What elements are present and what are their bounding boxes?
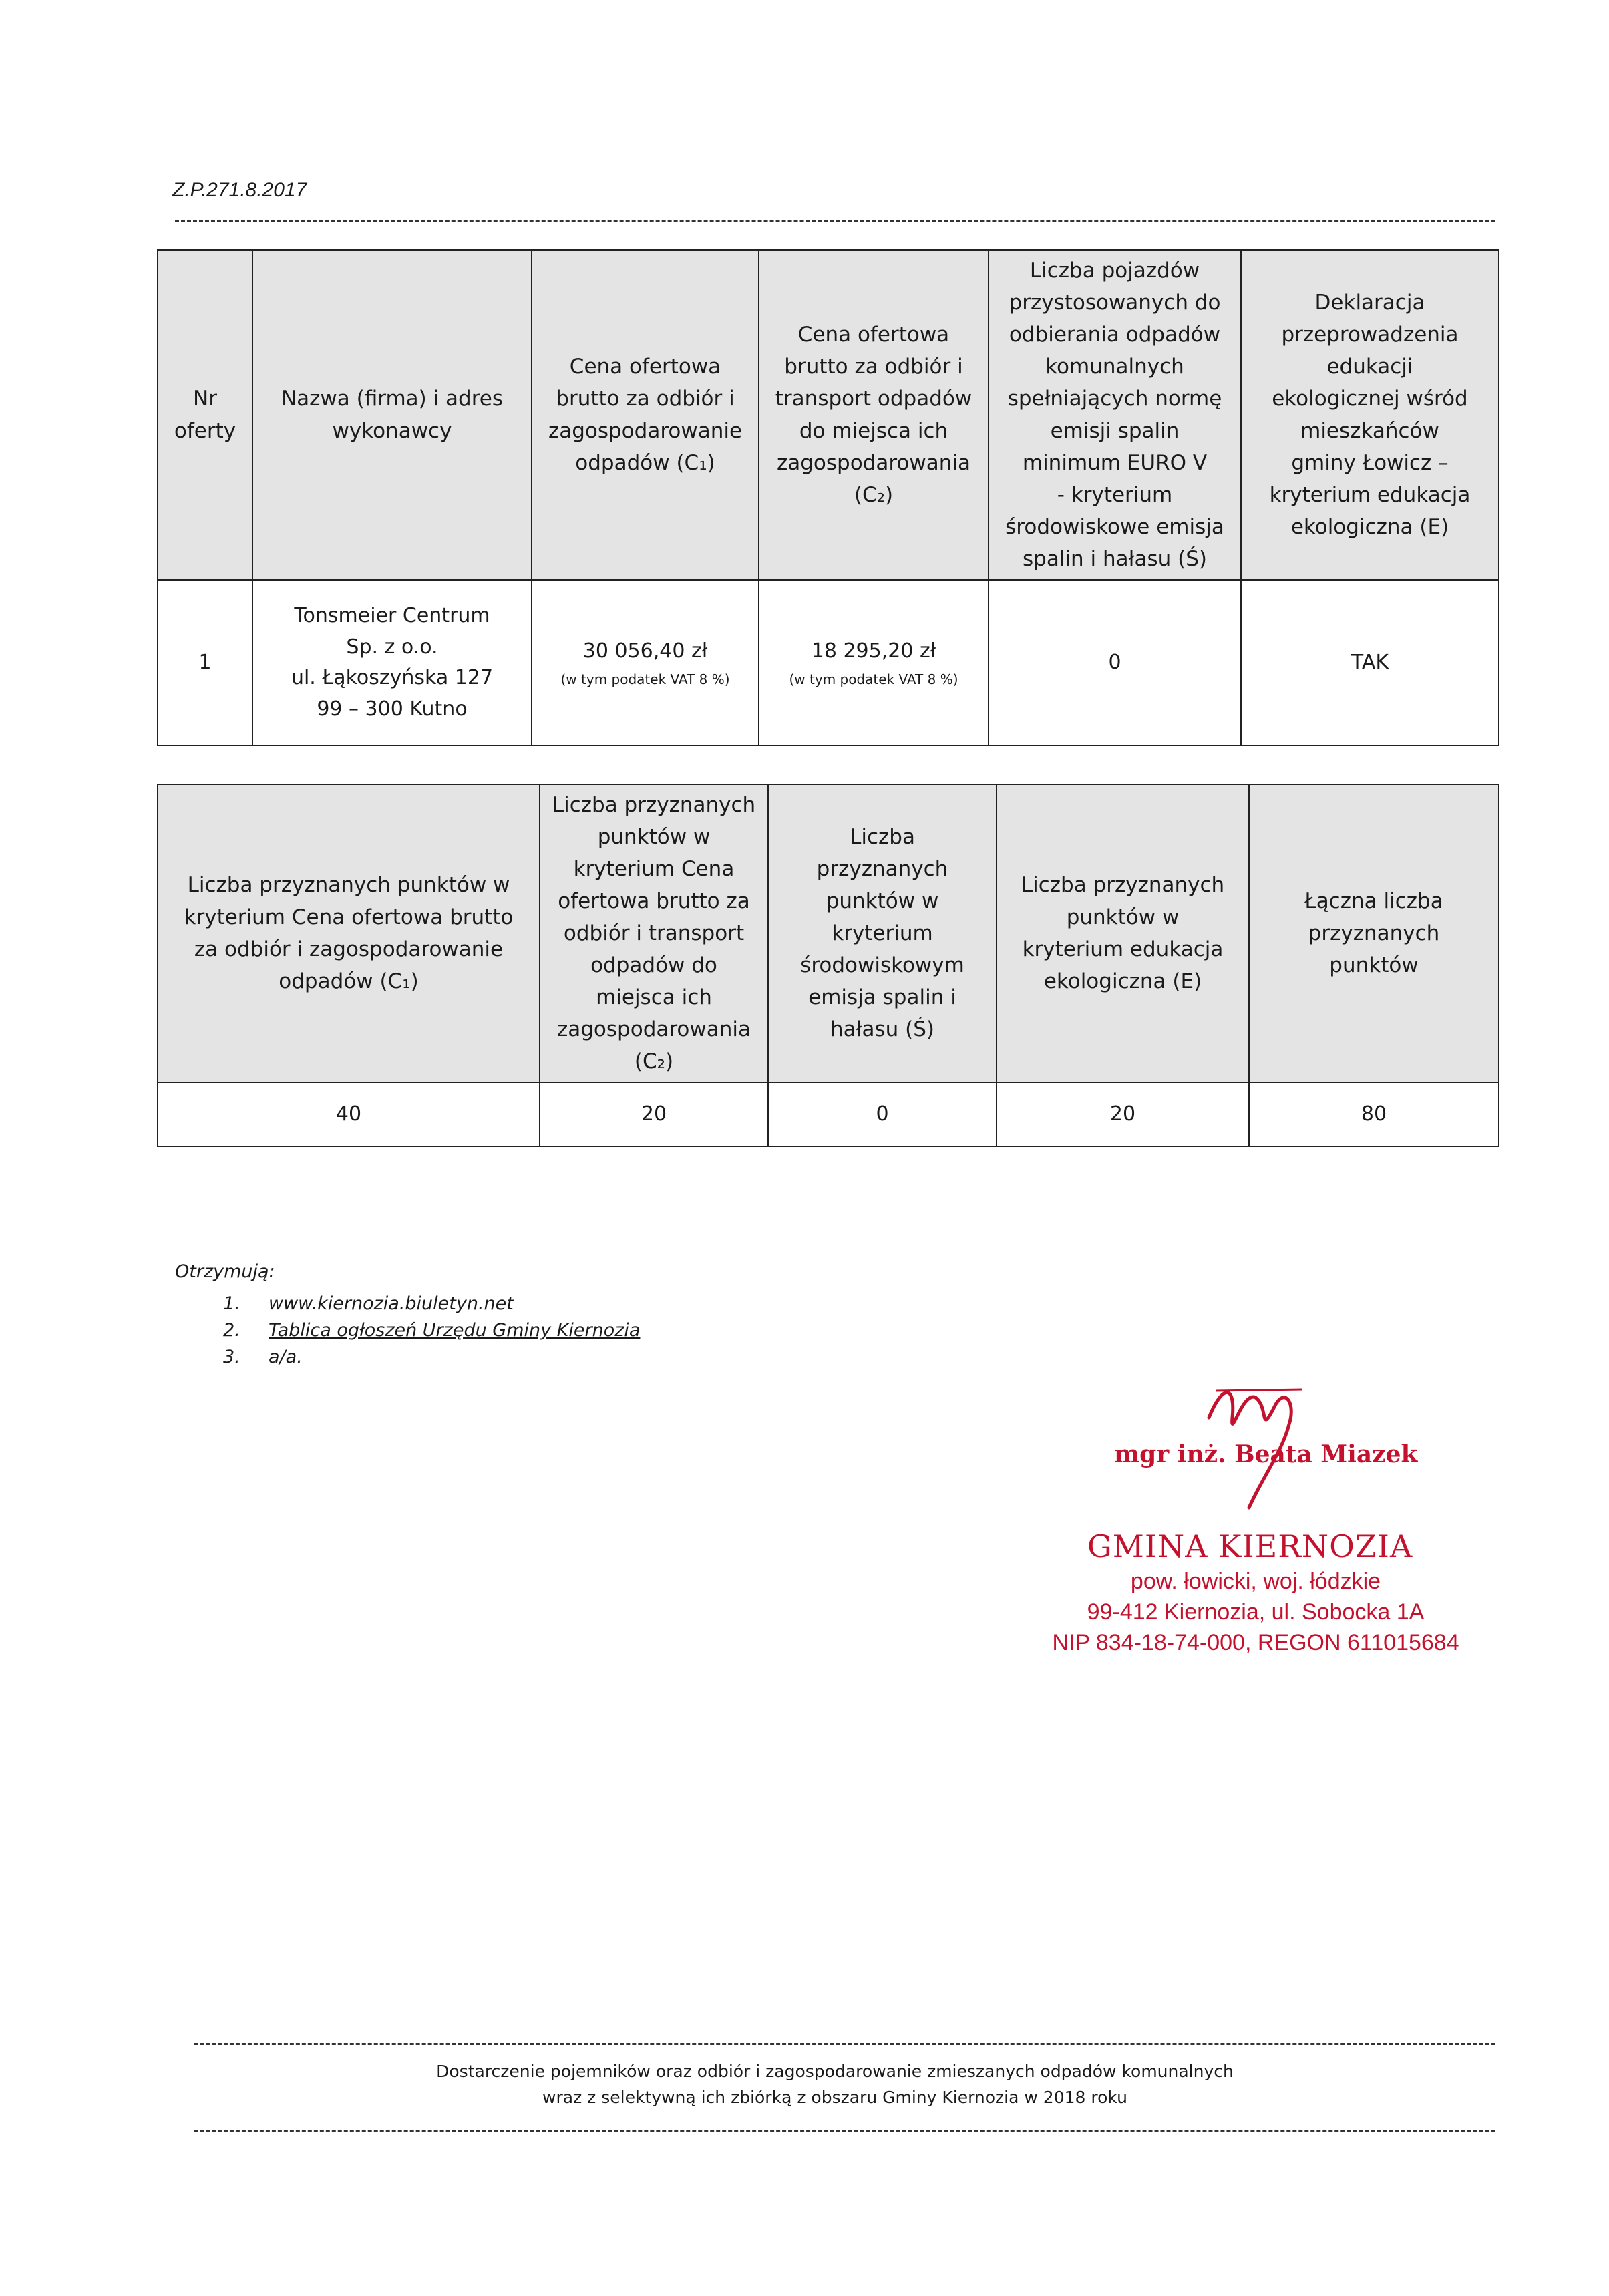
cell-line: kryterium Cena ofertowa brutto (184, 905, 514, 930)
cell-line: Liczba przyznanych (1021, 873, 1225, 898)
cell-line: oferty (174, 419, 236, 444)
footer-divider-top (194, 2043, 1495, 2045)
signer-name: Beata Miazek (1234, 1440, 1418, 1468)
points-c1-value: 40 (158, 1082, 540, 1146)
footer-divider-bottom (194, 2130, 1495, 2132)
cell-line: Liczba przyznanych (552, 793, 756, 817)
price-c1: 30 056,40 zł (582, 639, 708, 663)
office-tax-ids: NIP 834-18-74-000, REGON 611015684 (1052, 1630, 1459, 1655)
cell-line: (C₂) (854, 483, 894, 508)
office-address-line1: pow. łowicki, woj. łódzkie (1130, 1569, 1381, 1594)
cell-line: brutto za odbiór i (556, 387, 735, 412)
cell-line: ofertowa brutto za (558, 889, 750, 914)
cell-line: emisji spalin (1050, 419, 1180, 444)
cell-line: odpadów (C₁) (575, 451, 715, 476)
cell-line: spalin i hałasu (Ś) (1023, 547, 1207, 572)
contractor-name-address (252, 580, 532, 746)
cell-line: środowiskowe emisja (1005, 515, 1224, 540)
cell-line: Nr (193, 387, 217, 412)
cell-line: przyznanych (816, 857, 948, 882)
offer-table (157, 249, 1499, 746)
cell-line: gminy Łowicz – (1291, 451, 1449, 476)
cell-line: - kryterium (1057, 483, 1173, 508)
recipient-text: Tablica ogłoszeń Urzędu Gminy Kiernozia (269, 1319, 641, 1341)
points-total-value: 80 (1249, 1082, 1499, 1146)
vehicles-value: 0 (989, 580, 1241, 746)
cell-line: Liczba (850, 825, 915, 850)
cell-line: odpadów do (590, 953, 717, 978)
cell-line: komunalnych (1045, 355, 1184, 379)
offer-number: 1 (158, 580, 252, 746)
cell-line: kryterium edukacja (1022, 937, 1224, 962)
cell-line: kryterium (832, 921, 933, 946)
recipient-text: a/a. (269, 1346, 303, 1367)
cell-line: zagospodarowanie (548, 419, 743, 444)
points-environment-value: 0 (768, 1082, 997, 1146)
points-education-value: 20 (997, 1082, 1249, 1146)
header-vehicles-criterion (989, 250, 1241, 580)
office-name-stamp: GMINA KIERNOZIA (1087, 1528, 1413, 1565)
cell-line: ekologiczna (E) (1043, 969, 1202, 994)
cell-line: środowiskowym (800, 953, 964, 978)
recipient-text: www.kiernozia.biuletyn.net (269, 1293, 514, 1314)
header-points-c2 (540, 784, 768, 1082)
cell-line: mieszkańców (1300, 419, 1439, 444)
signer-prefix: mgr inż. (1114, 1440, 1226, 1468)
cell-line: punktów w (1066, 905, 1180, 930)
price-c1-cell (532, 580, 759, 746)
cell-line: kryterium Cena (573, 857, 735, 882)
cell-line: punktów w (597, 825, 711, 850)
cell-line: punktów w (826, 889, 939, 914)
cell-line: spełniających normę (1007, 387, 1222, 412)
cell-line: Deklaracja (1314, 291, 1425, 315)
cell-line: hałasu (Ś) (830, 1017, 934, 1042)
points-table-header-row (158, 784, 1499, 1082)
cell-line: za odbiór i zagospodarowanie (194, 937, 504, 962)
cell-line: zagospodarowania (776, 451, 971, 476)
header-offer-number (158, 250, 252, 580)
recipients-heading: Otrzymują: (175, 1261, 275, 1282)
list-item (175, 1343, 640, 1370)
office-address-line2: 99-412 Kiernozia, ul. Sobocka 1A (1087, 1599, 1425, 1625)
cell-line: zagospodarowania (556, 1017, 751, 1042)
footer-text (194, 2059, 1476, 2111)
header-points-environment (768, 784, 997, 1082)
cell-line: odbiór i transport (563, 921, 745, 946)
cell-line: Cena ofertowa (797, 323, 950, 347)
cell-line: minimum EURO V (1022, 451, 1208, 476)
price-c2: 18 295,20 zł (811, 639, 936, 663)
cell-line: ul. Łąkoszyńska 127 (291, 666, 494, 690)
cell-line: punktów (1329, 953, 1419, 978)
header-price-c1 (532, 250, 759, 580)
cell-line: brutto za odbiór i (784, 355, 963, 379)
points-table (157, 784, 1499, 1147)
offer-table-header-row (158, 250, 1499, 580)
cell-line: miejsca ich (596, 985, 712, 1010)
header-price-c2 (759, 250, 989, 580)
signer-stamp (1114, 1440, 1417, 1468)
cell-line: edukacji (1326, 355, 1413, 379)
cell-line: ekologicznej wśród (1272, 387, 1468, 412)
cell-line: emisja spalin i (808, 985, 956, 1010)
cell-line: transport odpadów (775, 387, 972, 412)
cell-line: przystosowanych do (1009, 291, 1221, 315)
cell-line: ekologiczna (E) (1290, 515, 1449, 540)
cell-line: Nazwa (firma) i adres (281, 387, 504, 412)
cell-line: (C₂) (634, 1049, 674, 1074)
cell-line: kryterium edukacja (1269, 483, 1471, 508)
cell-line: Liczba pojazdów (1029, 259, 1200, 283)
price-c2-cell (759, 580, 989, 746)
cell-line: Łączna liczba (1304, 889, 1443, 914)
cell-line: Tonsmeier Centrum (294, 604, 490, 628)
cell-line: wykonawcy (332, 419, 452, 444)
header-points-total (1249, 784, 1499, 1082)
cell-line: do miejsca ich (799, 419, 948, 444)
header-points-c1 (158, 784, 540, 1082)
cell-line: przyznanych (1308, 921, 1440, 946)
footer-line1: Dostarczenie pojemników oraz odbiór i zagospodarowanie zmieszanych odpadów komunalnych (436, 2062, 1234, 2081)
recipients-list (175, 1261, 640, 1370)
cell-line: Liczba przyznanych punktów w (187, 873, 510, 898)
header-contractor (252, 250, 532, 580)
price-c1-vat-note: (w tym podatek VAT 8 %) (560, 671, 730, 688)
recipient-number: 3. (223, 1346, 240, 1367)
recipient-number: 1. (223, 1293, 240, 1314)
points-c2-value: 20 (540, 1082, 768, 1146)
cell-line: Sp. z o.o. (346, 635, 438, 659)
cell-line: Cena ofertowa (569, 355, 721, 379)
recipient-number: 2. (223, 1319, 240, 1341)
cell-line: odpadów (C₁) (279, 969, 419, 994)
list-item (175, 1290, 640, 1317)
header-education-declaration (1241, 250, 1499, 580)
header-divider (175, 220, 1495, 222)
cell-line: przeprowadzenia (1281, 323, 1459, 347)
list-item (175, 1317, 640, 1343)
cell-line: 99 – 300 Kutno (317, 697, 468, 721)
header-points-education (997, 784, 1249, 1082)
cell-line: odbierania odpadów (1009, 323, 1221, 347)
price-c2-vat-note: (w tym podatek VAT 8 %) (789, 671, 958, 688)
offer-row (158, 580, 1499, 746)
declaration-value: TAK (1241, 580, 1499, 746)
footer-line2: wraz z selektywną ich zbiórką z obszaru Gminy Kiernozia w 2018 roku (542, 2087, 1127, 2107)
reference-number: Z.P.271.8.2017 (172, 179, 307, 201)
points-row (158, 1082, 1499, 1146)
